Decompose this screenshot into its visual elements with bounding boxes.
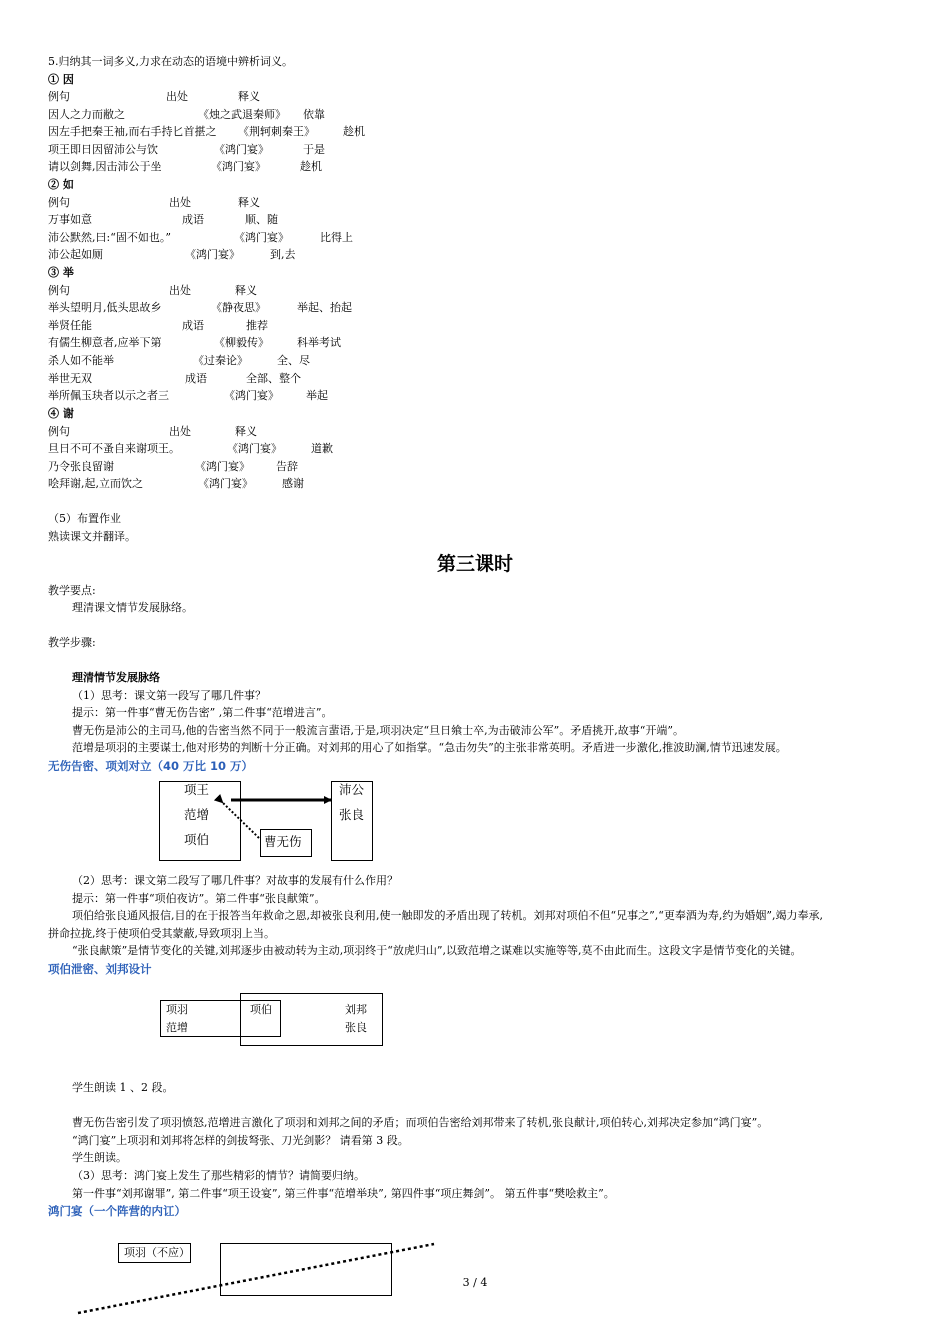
diagram1-spy-name: 曹无伤 [264,834,302,849]
question-2: （2）思考：课文第二段写了哪几件事？对故事的发展有什么作用？ [72,874,398,887]
col-meaning: 释义 [238,90,260,103]
table-row-example: 沛公起如厕 [48,248,103,261]
paragraph: 范增是项羽的主要谋士,他对形势的判断十分正确。对刘邦的用心了如指掌。“急击勿失”的主张非常英明。矛盾进一步激化,推波助澜,情节迅速发展。 [72,741,787,754]
diagram3-dotted-line [78,1244,434,1313]
diagram3-label: 项羽（不应） [124,1246,190,1259]
paragraph: 曹无伤告密引发了项羽愤怒,范增进言激化了项羽和刘邦之间的矛盾；而项伯告密给刘邦带来了转机,张良献计,项伯转心,刘邦决定参加“鸿门宴”。 [72,1116,769,1129]
table-row-meaning: 告辞 [276,460,298,473]
table-row-source: 成语 [182,213,204,226]
paragraph: 拼命拉拢,终于使项伯受其蒙蔽,导致项羽上当。 [48,927,275,940]
col-source: 出处 [169,196,191,209]
section5-heading: 5.归纳其一词多义,力求在动态的语境中辨析词义。 [48,55,293,68]
col-meaning: 释义 [238,196,260,209]
table-row-source: 《柳毅传》 [214,336,269,349]
diagram2-right-name: 刘邦 [345,1003,367,1016]
diagram1-right-name: 沛公 [339,782,365,797]
table-row-example: 因左手把秦王袖,而右手持匕首揕之 [48,125,217,138]
ju-title: ③ 举 [48,266,74,279]
col-source: 出处 [169,425,191,438]
diagram2-middle-name: 项伯 [250,1003,272,1016]
table-row-example: 乃令张良留谢 [48,460,114,473]
table-row-meaning: 趁机 [343,125,365,138]
table-row-meaning: 比得上 [320,231,353,244]
table-row-meaning: 举起 [306,389,328,402]
ru-title: ② 如 [48,178,74,191]
table-row-meaning: 于是 [303,143,325,156]
hint-2: 提示：第一件事“项伯夜访”。第二件事“张良献策”。 [72,892,326,905]
col-example: 例句 [48,196,70,209]
col-example: 例句 [48,284,70,297]
table-row-example: 举所佩玉玦者以示之者三 [48,389,169,402]
steps-label: 教学步骤: [48,636,96,649]
diagram1-left-name: 项伯 [184,832,210,847]
subheading: 理清情节发展脉络 [72,671,160,684]
table-row-example: 举世无双 [48,372,92,385]
table-row-meaning: 依靠 [303,108,325,121]
page-title: 第三课时 [436,553,513,575]
col-source: 出处 [169,284,191,297]
col-source: 出处 [166,90,188,103]
paragraph: “鸿门宴”上项羽和刘邦将怎样的剑拔弩张、刀光剑影？ 请看第 3 段。 [72,1134,409,1147]
diagram2-left-name: 项羽 [166,1003,188,1016]
table-row-source: 《荆轲刺秦王》 [238,125,315,138]
key-points-label: 教学要点: [48,584,96,597]
diagram2-left-name: 范增 [166,1021,188,1034]
table-row-meaning: 趁机 [300,160,322,173]
table-row-meaning: 到,去 [270,248,296,261]
page-number: 3 / 4 [462,1276,488,1289]
table-row-meaning: 举起、抬起 [297,301,352,314]
diagram1-left-name: 范增 [184,807,210,822]
table-row-example: 举头望明月,低头思故乡 [48,301,162,314]
table-row-example: 有儒生柳意者,应举下第 [48,336,162,349]
table-row-source: 《鸿门宴》 [234,231,289,244]
paragraph: “张良献策”是情节变化的关键,刘邦逐步由被动转为主动,项羽终于“放虎归山”,以致范增之谋难以实施等等,莫不由此而生。这段文字是情节变化的关键。 [72,944,802,957]
diagram2-caption: 项伯泄密、刘邦设计 [48,962,152,976]
table-row-example: 万事如意 [48,213,92,226]
table-row-example: 杀人如不能举 [48,354,114,367]
table-row-meaning: 感谢 [282,477,304,490]
table-row-meaning: 全、尽 [277,354,310,367]
diagram2-right-name: 张良 [345,1021,367,1034]
table-row-example: 因人之力而敝之 [48,108,125,121]
diagram1-left-name: 项王 [184,782,210,797]
table-row-source: 成语 [182,319,204,332]
reading-note: 学生朗读 1 、2 段。 [72,1081,174,1094]
yin-title: ① 因 [48,73,74,86]
table-row-example: 哙拜谢,起,立而饮之 [48,477,143,490]
diagram1-dotted-arrow [222,802,259,838]
paragraph: 项伯给张良通风报信,目的在于报答当年救命之恩,却被张良利用,使一触即发的矛盾出现了转机。刘邦对项伯不但“兄事之”,“更奉酒为寿,约为婚姻”,竭力奉承, [72,909,823,922]
diagram1-right-name: 张良 [339,807,365,822]
col-meaning: 释义 [235,425,257,438]
hint-1: 提示：第一件事“曹无伤告密” ,第二件事“范增进言”。 [72,706,333,719]
diagram1-caption: 无伤告密、项刘对立（40 万比 10 万） [48,759,254,773]
key-points-text: 理清课文情节发展脉络。 [72,601,193,614]
question-3: （3）思考：鸿门宴上发生了那些精彩的情节？请简要归纳。 [72,1169,365,1182]
table-row-example: 请以剑舞,因击沛公于坐 [48,160,162,173]
xie-title: ④ 谢 [48,407,74,420]
diagram3-caption: 鸿门宴（一个阵营的内讧） [48,1204,186,1218]
table-row-source: 《鸿门宴》 [227,442,282,455]
table-row-source: 《鸿门宴》 [185,248,240,261]
table-row-example: 举贤任能 [48,319,92,332]
table-row-source: 《鸿门宴》 [224,389,279,402]
table-row-example: 旦日不可不蚤自来谢项王。 [48,442,180,455]
table-row-meaning: 顺、随 [245,213,278,226]
table-row-source: 《过秦论》 [193,354,248,367]
paragraph: 曹无伤是沛公的主司马,他的告密当然不同于一般流言蜚语,于是,项羽决定“旦日飨士卒,为击破沛公军”。矛盾挑开,故事“开端”。 [72,724,684,737]
table-row-meaning: 全部、整个 [246,372,301,385]
col-example: 例句 [48,425,70,438]
table-row-example: 项王即日因留沛公与饮 [48,143,158,156]
table-row-source: 成语 [185,372,207,385]
table-row-meaning: 道歉 [311,442,333,455]
table-row-example: 沛公默然,曰:“固不如也。” [48,231,171,244]
col-meaning: 释义 [235,284,257,297]
paragraph: 第一件事“刘邦谢罪”, 第二件事“项王设宴”, 第三件事“范增举玦”, 第四件事“项庄舞剑”。 第五件事“樊哙救主”。 [72,1187,615,1200]
table-row-source: 《鸿门宴》 [195,460,250,473]
table-row-source: 《鸿门宴》 [198,477,253,490]
table-row-source: 《鸿门宴》 [211,160,266,173]
table-row-source: 《静夜思》 [211,301,266,314]
homework-text: 熟读课文并翻译。 [48,530,136,543]
table-row-source: 《烛之武退秦师》 [198,108,286,121]
table-row-source: 《鸿门宴》 [214,143,269,156]
question-1: （1）思考：课文第一段写了哪几件事？ [72,689,266,702]
table-row-meaning: 推荐 [246,319,268,332]
col-example: 例句 [48,90,70,103]
reading-note: 学生朗读。 [72,1151,127,1164]
homework-label: （5）布置作业 [48,512,121,525]
table-row-meaning: 科举考试 [297,336,341,349]
